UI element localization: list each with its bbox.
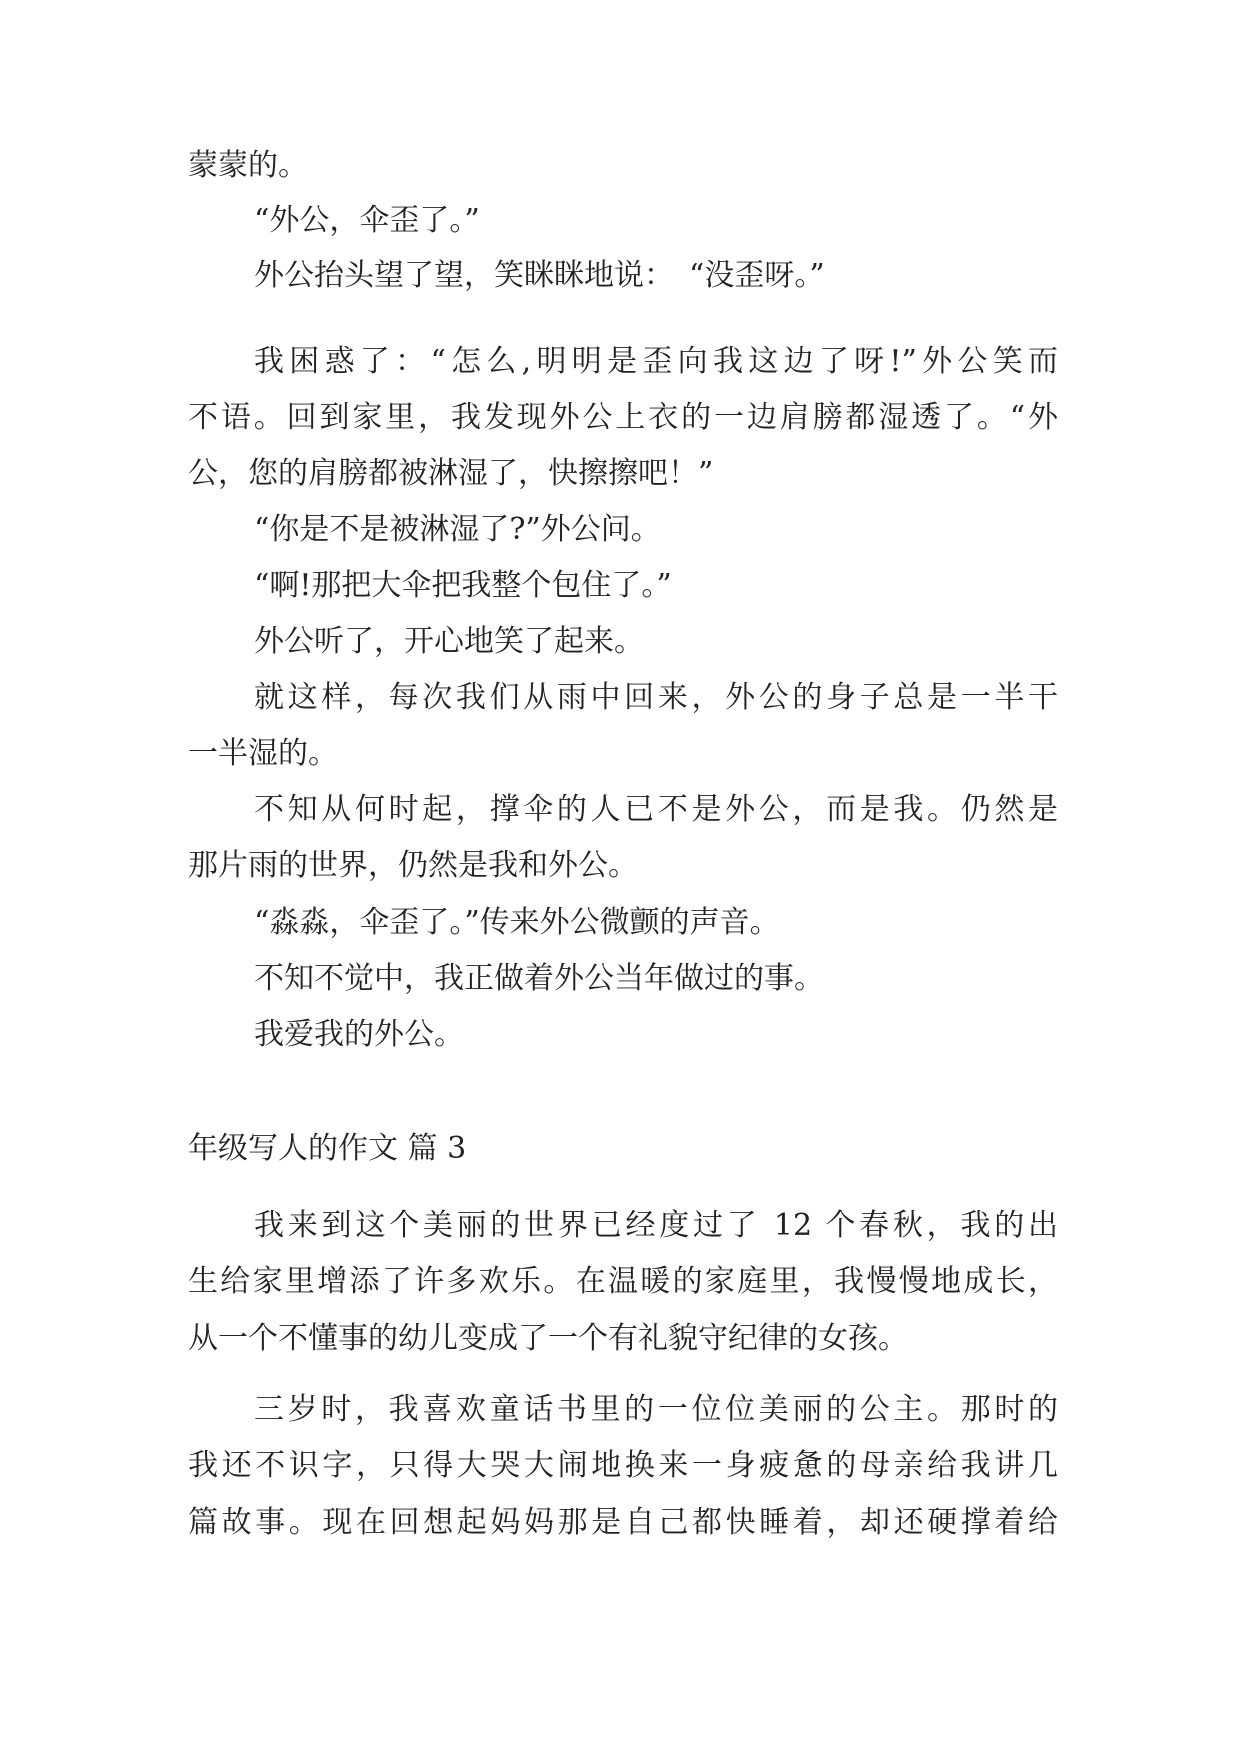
- section-heading: 年级写人的作文 篇 3: [188, 1131, 467, 1166]
- text-line: 我爱我的外公。: [254, 1017, 464, 1052]
- text-line: 不知从何时起，撑伞的人已不是外公，而是我。仍然是: [254, 792, 1058, 827]
- text-line: “你是不是被淋湿了?”外公问。: [254, 512, 661, 547]
- text-line: 生给家里增添了许多欢乐。在温暖的家庭里，我慢慢地成长，: [188, 1264, 1058, 1299]
- text-line: 公，您的肩膀都被淋湿了，快擦擦吧！”: [188, 456, 714, 491]
- text-line: 蒙蒙的。: [188, 148, 308, 183]
- text-line: 不知不觉中，我正做着外公当年做过的事。: [254, 961, 824, 996]
- text-line: 外公抬头望了望，笑眯眯地说： “没歪呀。”: [254, 258, 825, 293]
- text-line: 一半湿的。: [188, 736, 338, 771]
- text-line: 我来到这个美丽的世界已经度过了 12 个春秋，我的出: [254, 1208, 1058, 1243]
- text-line: 三岁时，我喜欢童话书里的一位位美丽的公主。那时的: [254, 1392, 1058, 1427]
- text-line: 那片雨的世界，仍然是我和外公。: [188, 848, 638, 883]
- text-line: “淼淼，伞歪了。”传来外公微颤的声音。: [254, 905, 780, 940]
- text-line: 就这样，每次我们从雨中回来，外公的身子总是一半干: [254, 680, 1058, 715]
- text-line: 外公听了，开心地笑了起来。: [254, 624, 644, 659]
- text-line: 从一个不懂事的幼儿变成了一个有礼貌守纪律的女孩。: [188, 1321, 908, 1356]
- text-line: “啊!那把大伞把我整个包住了。”: [254, 568, 672, 603]
- text-line: “外公，伞歪了。”: [254, 203, 480, 238]
- text-line: 篇故事。现在回想起妈妈那是自己都快睡着，却还硬撑着给: [188, 1505, 1058, 1540]
- text-line: 我还不识字，只得大哭大闹地换来一身疲惫的母亲给我讲几: [188, 1448, 1058, 1483]
- text-line: 不语。回到家里，我发现外公上衣的一边肩膀都湿透了。“外: [188, 400, 1058, 435]
- text-line: 我困惑了：“怎么,明明是歪向我这边了呀!”外公笑而: [254, 344, 1058, 379]
